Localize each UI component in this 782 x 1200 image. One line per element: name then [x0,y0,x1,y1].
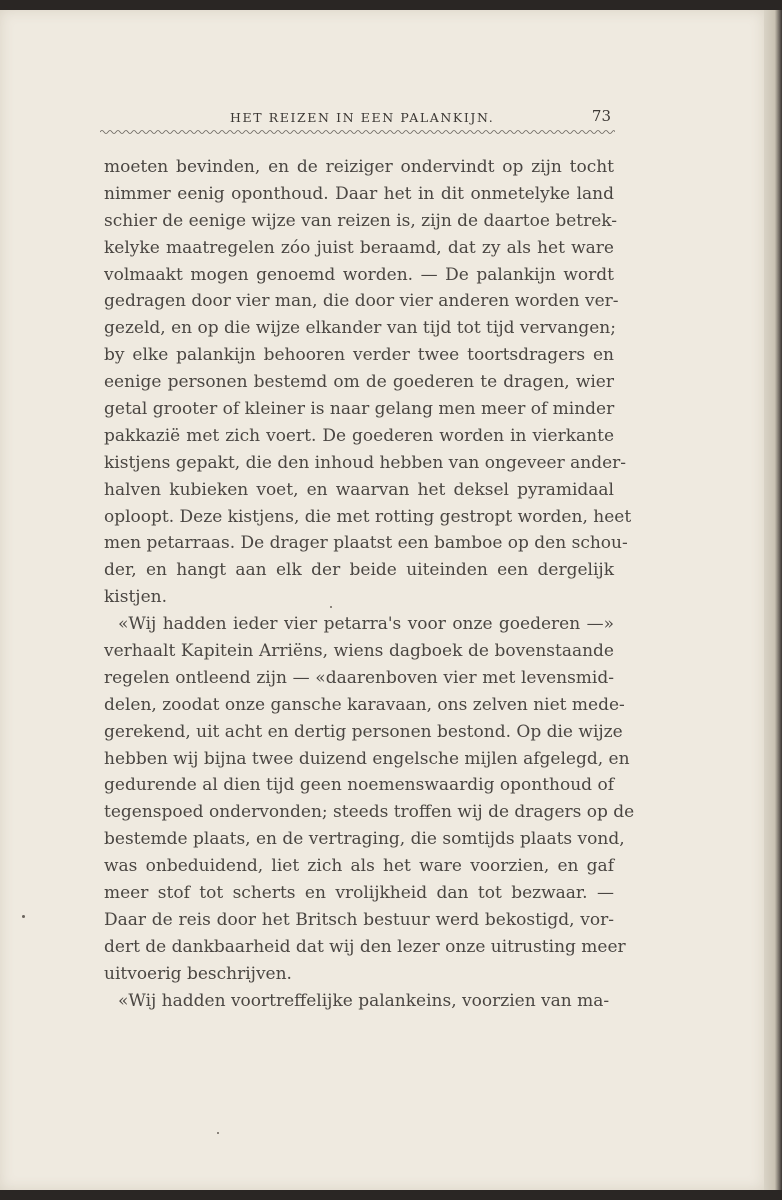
text-line: dert de dankbaarheid dat wij den lezer onze uitrusting meer [104,936,626,957]
text-line: gedragen door vier man, die door vier anderen worden ver- [104,291,619,312]
text-line: halven kubieken voet, en waarvan het deksel pyramidaal [104,479,614,500]
text-line: bestemde plaats, en de vertraging, die somtijds plaats vond, [104,829,625,850]
text-line: gedurende al dien tijd geen noemenswaardig oponthoud of [104,775,614,796]
text-line: gezeld, en op die wijze elkander van tijd tot tijd vervangen; [104,318,616,339]
text-line: kelyke maatregelen zóo juist beraamd, dat zy als het ware [104,237,614,258]
text-line: regelen ontleend zijn — «daarenboven vier met levensmid- [104,667,614,688]
paper-speck [330,606,332,608]
text-line: was onbeduidend, liet zich als het ware voorzien, en gaf [104,856,614,877]
text-line: hebben wij bijna twee duizend engelsche mijlen afgelegd, en [104,748,630,769]
text-line: kistjen. [104,587,167,608]
text-line: verhaalt Kapitein Arriëns, wiens dagboek de bovenstaande [104,641,614,662]
text-line: eenige personen bestemd om de goederen te dragen, wier [104,372,614,393]
text-line: der, en hangt aan elk der beide uiteinden een dergelijk [104,560,614,581]
text-line: uitvoerig beschrijven. [104,963,292,984]
wavy-rule-ornament [100,129,615,135]
text-line: meer stof tot scherts en vrolijkheid dan tot bezwaar. — [104,883,614,904]
text-line: «Wij hadden ieder vier petarra's voor onze goederen —» [118,614,614,635]
text-line: tegenspoed ondervonden; steeds troffen wij de dragers op de [104,802,635,823]
running-title: HET REIZEN IN EEN PALANKIJN. [230,110,495,125]
paper-speck [217,1132,219,1134]
text-line: men petarraas. De drager plaatst een bamboe op den schou- [104,533,628,554]
text-line: gerekend, uit acht en dertig personen bestond. Op die wijze [104,721,623,742]
text-line: getal grooter of kleiner is naar gelang men meer of minder [104,399,615,420]
paper-speck [22,915,25,918]
text-line: by elke palankijn behooren verder twee toortsdragers en [104,345,614,366]
running-head [100,108,615,128]
page-number: 73 [591,107,611,125]
text-line: volmaakt mogen genoemd worden. — De palankijn wordt [104,264,614,285]
text-line: nimmer eenig oponthoud. Daar het in dit onmetelyke land [104,183,614,204]
text-line: kistjens gepakt, die den inhoud hebben van ongeveer ander- [104,452,627,473]
page-edge-shadow [764,10,782,1190]
text-line: pakkazië met zich voert. De goederen worden in vierkante [104,425,614,446]
text-line: Daar de reis door het Britsch bestuur werd bekostigd, vor- [104,909,614,930]
text-line: moeten bevinden, en de reiziger ondervindt op zijn tocht [104,157,614,177]
text-line: «Wij hadden voortreffelijke palankeins, voorzien van ma- [118,990,610,1011]
text-line: oploopt. Deze kistjens, die met rotting gestropt worden, heet [104,506,632,527]
text-line: schier de eenige wijze van reizen is, zijn de daartoe betrek- [104,210,618,231]
text-line: delen, zoodat onze gansche karavaan, ons zelven niet mede- [104,694,625,715]
body-text [104,154,635,1015]
